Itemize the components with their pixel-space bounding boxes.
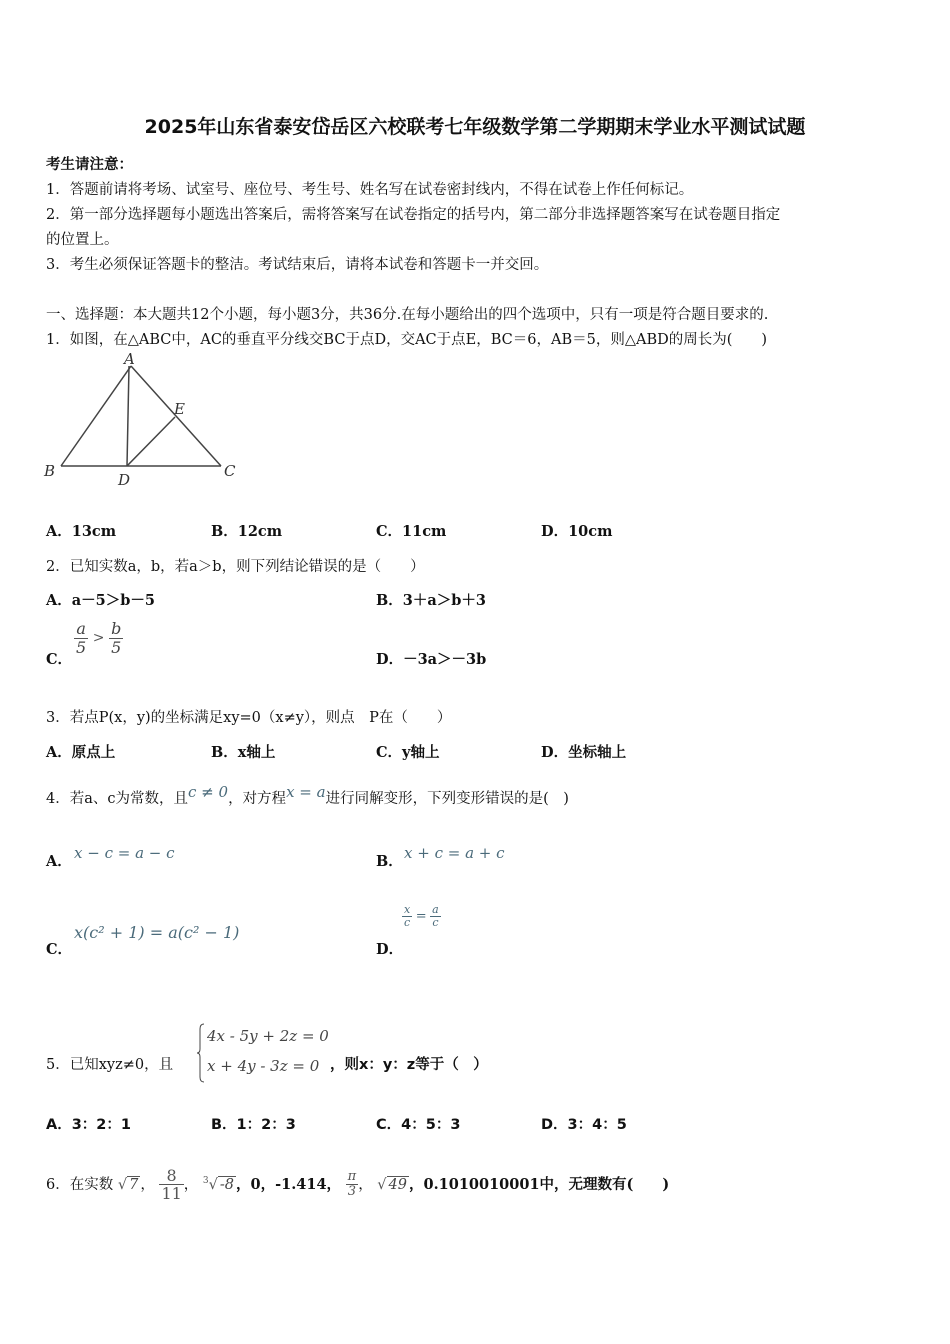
q5-post: ，则x：y：z等于（ ） [330, 1057, 488, 1073]
q1-label-a: A [124, 352, 135, 368]
q4-d-num-x: x [404, 903, 411, 916]
q5-eq-1: 4x - 5y + 2z = 0 [207, 1027, 329, 1045]
q4-post: 进行同解变形，下列变形错误的是( ) [325, 791, 569, 807]
q4-label-d: D． [376, 941, 404, 958]
q4-cond: c ≠ 0 [188, 783, 229, 801]
q4-eq-c: x(c² + 1) = a(c² − 1) [74, 923, 240, 942]
notice-item-2a: 2．第一部分选择题每小题选出答案后，需将答案写在试卷指定的括号内，第二部分非选择题答案写在试卷题目指定 [46, 207, 781, 223]
q1-option-c: C．11cm [376, 523, 447, 540]
q4-label-c: C． [46, 941, 73, 958]
q5-eq-2: x + 4y - 3z = 0 [207, 1057, 320, 1075]
q6-comma-1: ， [140, 1176, 155, 1193]
q4-pre: 4．若a、c为常数，且 [46, 791, 188, 807]
q4-stem [46, 783, 569, 808]
q4-d-den-c2: c [432, 916, 439, 930]
q1-triangle-figure [40, 352, 245, 492]
q2-c-den-a: 5 [76, 637, 87, 657]
q3-option-a: A．原点上 [46, 744, 116, 761]
q6-cbrt-neg8: $^3$√ -8 [202, 1176, 235, 1193]
q1-text: 1．如图，在△ABC中，AC的垂直平分线交BC于点D，交AC于点E，BC＝6，AB＝5，则△ABD的周长为( ) [46, 332, 768, 348]
q2-c-num-b: b [111, 619, 122, 638]
q3-text: 3．若点P(x，y)的坐标满足xy=0（x≠y），则点 P在（ ） [46, 710, 452, 726]
q4-eq-a: x − c = a − c [74, 844, 175, 862]
q1-label-b: B [44, 462, 56, 480]
q4-eq: x = a [286, 783, 326, 801]
q5-pre: 5．已知xyz≠0，且 [46, 1057, 174, 1073]
q5-option-d: D．3：4：5 [541, 1117, 627, 1133]
q6-sqrt-7: √ 7 [117, 1176, 139, 1193]
q4-mid: ，对方程 [228, 791, 287, 807]
q6-fraction-8-11: $\frac{8}{11}$ [161, 1165, 182, 1204]
q6-pre: 6．在实数 [46, 1176, 114, 1193]
q4-eq-d [402, 904, 441, 929]
q2-option-c-expression [74, 620, 123, 656]
q5-system [197, 1021, 329, 1081]
notice-item-3: 3．考生必须保证答题卡的整洁。考试结束后，请将本试卷和答题卡一并交回。 [46, 257, 549, 273]
q2-c-num-a: a [76, 619, 86, 638]
q6-fraction-pi-3: $\frac{\pi}{3}$ [347, 1169, 357, 1200]
q5-option-b: B．1：2：3 [211, 1117, 296, 1133]
q3-option-b: B．x轴上 [211, 744, 276, 761]
q2-text: 2．已知实数a，b，若a＞b，则下列结论错误的是（ ） [46, 559, 425, 575]
q1-label-c: C [224, 462, 236, 480]
q2-option-c-label: C． [46, 651, 73, 668]
q5-option-a: A．3：2：1 [46, 1117, 131, 1133]
q3-option-d: D．坐标轴上 [541, 744, 627, 761]
notice-item-2b: 的位置上。 [46, 232, 119, 248]
q1-option-d: D．10cm [541, 523, 613, 540]
q6-line [46, 1146, 669, 1220]
q6-post: ，0.1010010001中，无理数有( ) [409, 1175, 670, 1193]
q4-d-equals: = [415, 909, 427, 925]
q2-option-d: D．－3a＞－3b [376, 651, 487, 668]
page-title: 2025年山东省泰安岱岳区六校联考七年级数学第二学期期末学业水平测试试题 [144, 116, 806, 138]
q2-c-gt: > [92, 630, 105, 647]
notice-item-1: 1．答题前请将考场、试室号、座位号、考生号、姓名写在试卷密封线内，不得在试卷上作任何标记。 [46, 182, 694, 198]
q2-c-den-b: 5 [109, 638, 123, 657]
notice-heading: 考生请注意： [46, 156, 133, 173]
q4-d-num-a: a [432, 903, 439, 916]
q2-option-b: B．3＋a＞b＋3 [376, 592, 486, 609]
q1-label-d: D [118, 471, 131, 489]
q4-d-den-c1: c [404, 916, 411, 930]
q1-label-e: E [174, 400, 185, 418]
q4-label-a: A． [46, 853, 72, 870]
q4-label-b: B． [376, 853, 403, 870]
q6-comma-2: ， [183, 1176, 199, 1193]
q6-mid: ，0，-1.414， [236, 1175, 342, 1193]
q6-sqrt-49: √ 49 [377, 1176, 407, 1193]
q5-brace-icon [197, 1023, 205, 1083]
section-heading: 一、选择题：本大题共12个小题，每小题3分，共36分.在每小题给出的四个选项中，只有一项是符合题目要求的. [46, 307, 769, 323]
q3-option-c: C．y轴上 [376, 744, 440, 761]
q2-option-a: A．a－5＞b－5 [46, 592, 155, 609]
q1-option-a: A．13cm [46, 523, 117, 540]
q1-option-b: B．12cm [211, 523, 283, 540]
q4-eq-b: x + c = a + c [404, 844, 505, 862]
q6-comma-3: ， [358, 1176, 373, 1193]
q5-option-c: C．4：5：3 [376, 1117, 461, 1133]
